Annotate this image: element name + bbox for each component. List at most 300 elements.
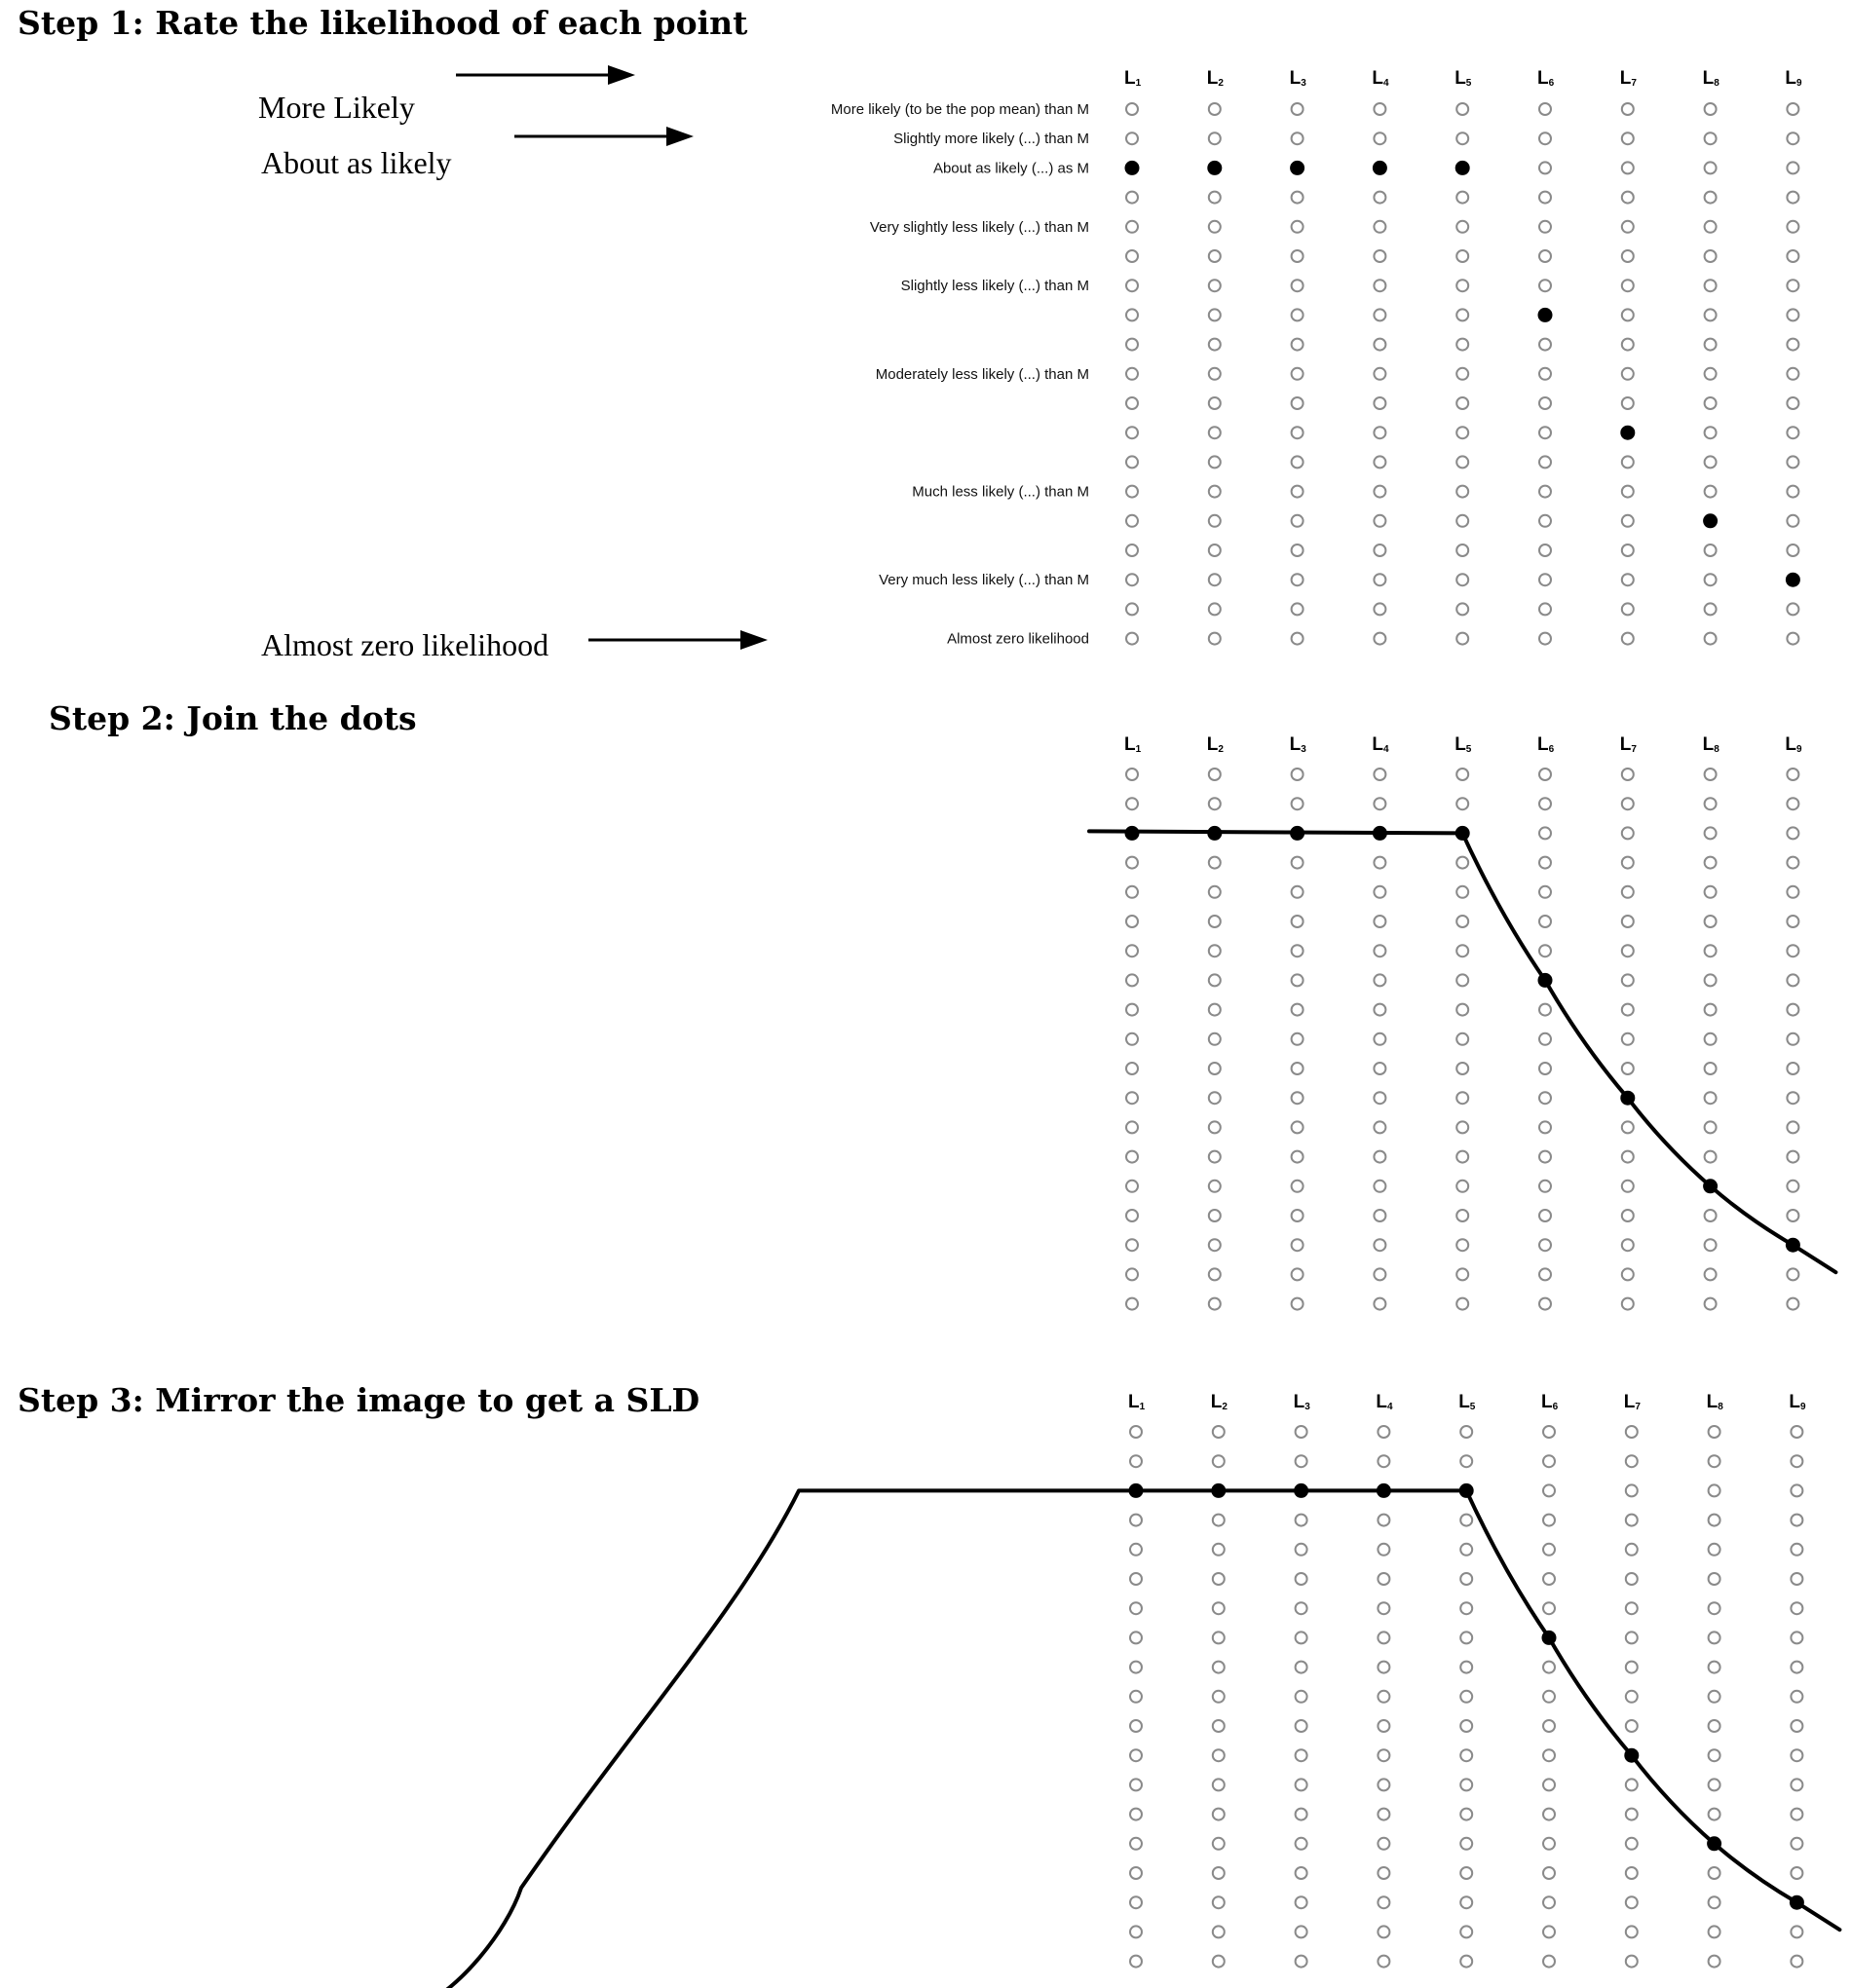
rating-option [1374,974,1385,986]
rating-option [1292,397,1303,409]
rating-option [1378,1926,1389,1937]
rating-option [1213,1632,1225,1643]
rating-option [1622,515,1634,527]
rating-option [1543,1484,1555,1496]
rating-label-row-6: Slightly less likely (...) than M [900,278,1089,295]
rating-option [1709,1455,1720,1467]
rating-option [1456,1268,1468,1280]
rating-option [1705,603,1717,615]
rating-option [1126,1181,1138,1192]
rating-option [1705,827,1717,839]
rating-option [1626,1809,1638,1820]
rating-option [1292,1181,1303,1192]
rating-option [1622,250,1634,262]
rating-option [1292,1063,1303,1074]
rating-option [1626,1662,1638,1673]
rating-option [1126,397,1138,409]
rating-option [1626,1838,1638,1850]
rating-option [1460,1809,1472,1820]
rating-point [1790,1895,1804,1910]
rating-option [1622,1121,1634,1133]
rating-option [1126,1239,1138,1251]
rating-option [1626,1602,1638,1614]
rating-option [1374,397,1385,409]
rating-option [1378,1956,1389,1968]
rating-option [1456,486,1468,498]
rating-option [1626,1779,1638,1790]
rating-option [1126,769,1138,780]
rating-option [1705,162,1717,173]
rating-option [1456,916,1468,927]
rating-option [1374,886,1385,898]
rating-option [1626,1956,1638,1968]
rating-option [1622,309,1634,320]
rating-option [1622,633,1634,645]
rating-option [1705,192,1717,204]
rating-option [1456,1298,1468,1310]
rating-option [1209,1239,1221,1251]
rating-option [1126,1268,1138,1280]
rating-option [1539,1063,1551,1074]
rating-option [1460,1956,1472,1968]
rating-option [1209,309,1221,320]
rating-option [1374,427,1385,438]
rating-option [1787,544,1798,556]
rating-option [1126,544,1138,556]
rating-option [1791,1720,1802,1732]
rating-option [1460,1749,1472,1761]
rating-option [1126,132,1138,144]
rating-option [1378,1779,1389,1790]
rating-option [1791,1809,1802,1820]
rating-label-row-13: Much less likely (...) than M [912,483,1089,501]
rating-option [1374,1210,1385,1221]
rating-option [1209,974,1221,986]
rating-option [1622,1298,1634,1310]
rating-option [1209,633,1221,645]
rating-option [1209,221,1221,233]
rating-option [1787,221,1798,233]
rating-option [1460,1632,1472,1643]
rating-option [1209,1033,1221,1045]
rating-option [1378,1515,1389,1526]
rating-option [1705,769,1717,780]
rating-option [1787,162,1798,173]
column-label-3: L3 [1293,1392,1310,1412]
rating-option [1456,1239,1468,1251]
rating-option [1705,280,1717,291]
rating-option [1705,132,1717,144]
rating-option [1209,857,1221,869]
rating-option [1126,427,1138,438]
rating-option [1539,456,1551,468]
rating-option [1374,574,1385,585]
rating-option [1130,1662,1142,1673]
rating-point [1538,973,1553,988]
rating-option [1539,886,1551,898]
rating-option [1622,857,1634,869]
rating-option [1374,192,1385,204]
column-label-2: L2 [1206,734,1224,755]
rating-option [1213,1515,1225,1526]
rating-option [1374,456,1385,468]
rating-option [1539,221,1551,233]
rating-option [1622,574,1634,585]
rating-option [1787,192,1798,204]
rating-option [1622,486,1634,498]
rating-scale-labels [831,101,1089,648]
rating-option [1130,1838,1142,1850]
rating-option [1378,1896,1389,1908]
rating-option [1213,1455,1225,1467]
rating-option [1709,1809,1720,1820]
rating-option [1791,1632,1802,1643]
column-label-3: L3 [1289,734,1306,755]
rating-option [1622,827,1634,839]
rating-option [1622,339,1634,351]
rating-option [1209,1298,1221,1310]
rating-option [1705,1004,1717,1016]
rating-option [1456,1092,1468,1104]
rating-option [1126,250,1138,262]
rating-option [1705,574,1717,585]
rating-option [1130,1896,1142,1908]
rating-option [1209,1181,1221,1192]
rating-option [1626,1573,1638,1585]
rating-option [1292,945,1303,956]
step-3-grid [421,1392,1839,1988]
rating-option [1296,1809,1307,1820]
rating-label-row-18: Almost zero likelihood [947,630,1089,648]
rating-option [1374,945,1385,956]
rating-option [1292,1239,1303,1251]
rating-option [1622,945,1634,956]
rating-option [1787,974,1798,986]
rating-option [1539,250,1551,262]
rating-option [1460,1515,1472,1526]
rating-option [1622,769,1634,780]
rating-option [1292,515,1303,527]
rating-option [1126,339,1138,351]
rating-option [1292,456,1303,468]
rating-option [1374,132,1385,144]
rating-option [1296,1691,1307,1703]
rating-option [1292,1033,1303,1045]
rating-option [1787,280,1798,291]
rating-option [1213,1749,1225,1761]
rating-option [1791,1662,1802,1673]
rating-option [1292,250,1303,262]
rating-option [1209,945,1221,956]
rating-option [1539,1092,1551,1104]
rating-option [1213,1809,1225,1820]
rating-option [1705,309,1717,320]
rating-option [1126,309,1138,320]
rating-option [1539,515,1551,527]
rating-option [1292,544,1303,556]
rating-option [1626,1544,1638,1556]
rating-option [1374,368,1385,380]
rating-option [1539,827,1551,839]
rating-option [1539,1268,1551,1280]
rating-option [1705,945,1717,956]
rating-option [1626,1484,1638,1496]
column-label-1: L1 [1124,734,1142,755]
rating-option [1622,916,1634,927]
rating-option [1705,974,1717,986]
rating-option [1296,1838,1307,1850]
rating-option [1460,1544,1472,1556]
rating-option [1374,309,1385,320]
column-label-9: L9 [1785,734,1802,755]
rating-option [1374,1298,1385,1310]
column-label-3: L3 [1289,68,1306,89]
rating-option [1126,574,1138,585]
rating-option [1705,456,1717,468]
rating-option [1292,603,1303,615]
rating-option [1622,132,1634,144]
rating-option [1539,1239,1551,1251]
step-1-title: Step 1: Rate the likelihood of each point [18,4,748,42]
column-label-1: L1 [1124,68,1142,89]
rating-option [1292,798,1303,809]
rating-option [1705,633,1717,645]
rating-option [1126,1004,1138,1016]
rating-option [1209,1151,1221,1163]
rating-option [1292,1092,1303,1104]
rating-option [1296,1455,1307,1467]
rating-option [1456,221,1468,233]
rating-option [1539,280,1551,291]
rating-option [1791,1749,1802,1761]
rating-option [1213,1926,1225,1937]
rating-option [1787,603,1798,615]
rating-option [1622,798,1634,809]
rating-option [1626,1720,1638,1732]
rating-option [1626,1632,1638,1643]
rating-option [1460,1602,1472,1614]
rating-option [1626,1691,1638,1703]
rating-option [1456,574,1468,585]
rating-option [1543,1779,1555,1790]
rating-option [1705,916,1717,927]
rating-option [1787,1092,1798,1104]
rating-option [1460,1455,1472,1467]
column-label-4: L4 [1376,1392,1393,1412]
step-2-title: Step 2: Join the dots [49,699,417,737]
rating-option [1456,1004,1468,1016]
step-1-grid [1124,68,1802,645]
rating-option [1787,309,1798,320]
rating-option [1539,1298,1551,1310]
rating-option [1456,1151,1468,1163]
rating-option [1126,515,1138,527]
rating-option [1456,427,1468,438]
rating-option [1374,1151,1385,1163]
rating-option [1787,827,1798,839]
rating-option [1209,280,1221,291]
selected-rating-dot [1620,426,1635,440]
rating-option [1209,769,1221,780]
rating-option [1374,1181,1385,1192]
rating-option [1374,250,1385,262]
rating-option [1543,1662,1555,1673]
rating-option [1292,103,1303,115]
column-label-7: L7 [1623,1392,1641,1412]
selected-rating-dot [1125,161,1140,175]
rating-option [1622,368,1634,380]
rating-option [1209,132,1221,144]
rating-option [1791,1838,1802,1850]
rating-option [1709,1544,1720,1556]
rating-option [1539,1121,1551,1133]
rating-option [1292,368,1303,380]
rating-option [1126,1033,1138,1045]
rating-point [1703,1179,1718,1193]
rating-option [1209,397,1221,409]
rating-option [1126,103,1138,115]
rating-option [1705,339,1717,351]
rating-option [1622,886,1634,898]
rating-option [1543,1691,1555,1703]
rating-option [1787,916,1798,927]
rating-option [1456,544,1468,556]
rating-option [1709,1691,1720,1703]
arrow-about-as-likely [514,127,694,146]
rating-option [1374,1004,1385,1016]
selected-rating-dot [1786,573,1800,587]
side-label-about-as-likely: About as likely [261,145,452,180]
rating-option [1456,1033,1468,1045]
rating-option [1126,945,1138,956]
rating-option [1622,1181,1634,1192]
rating-option [1705,427,1717,438]
rating-option [1539,1151,1551,1163]
rating-option [1787,397,1798,409]
rating-option [1456,857,1468,869]
rating-option [1539,1004,1551,1016]
rating-option [1130,1809,1142,1820]
rating-option [1292,769,1303,780]
rating-option [1787,250,1798,262]
rating-option [1787,633,1798,645]
rating-option [1130,1602,1142,1614]
rating-option [1539,945,1551,956]
rating-option [1787,368,1798,380]
rating-option [1374,857,1385,869]
rating-point [1624,1748,1639,1763]
rating-option [1539,916,1551,927]
rating-option [1460,1867,1472,1879]
sld-curve [421,1490,1839,1988]
rating-option [1296,1896,1307,1908]
rating-option [1543,1867,1555,1879]
rating-option [1456,798,1468,809]
rating-option [1209,1210,1221,1221]
arrow-almost-zero [588,630,768,650]
rating-option [1705,486,1717,498]
rating-option [1374,916,1385,927]
selected-rating-dot [1703,513,1718,528]
rating-option [1209,798,1221,809]
rating-option [1213,1956,1225,1968]
rating-option [1209,339,1221,351]
rating-option [1626,1896,1638,1908]
rating-option [1213,1896,1225,1908]
column-label-4: L4 [1372,734,1389,755]
rating-option [1378,1809,1389,1820]
rating-option [1292,192,1303,204]
rating-option [1456,397,1468,409]
rating-point [1373,826,1387,841]
rating-option [1213,1779,1225,1790]
rating-option [1543,1573,1555,1585]
rating-option [1539,574,1551,585]
rating-option [1213,1544,1225,1556]
rating-option [1709,1573,1720,1585]
rating-option [1787,339,1798,351]
rating-option [1126,1298,1138,1310]
rating-option [1292,886,1303,898]
selected-rating-dot [1207,161,1222,175]
rating-option [1213,1838,1225,1850]
rating-option [1209,1121,1221,1133]
rating-option [1209,1004,1221,1016]
rating-option [1374,1033,1385,1045]
rating-option [1126,192,1138,204]
rating-option [1456,1063,1468,1074]
rating-option [1456,192,1468,204]
rating-option [1791,1602,1802,1614]
rating-option [1374,633,1385,645]
rating-option [1705,1298,1717,1310]
step-2-grid [1089,734,1835,1310]
selected-rating-dot [1290,161,1304,175]
rating-option [1626,1926,1638,1937]
rating-option [1539,798,1551,809]
rating-option [1209,574,1221,585]
rating-option [1296,1779,1307,1790]
rating-option [1791,1544,1802,1556]
selected-rating-dot [1455,161,1470,175]
rating-option [1209,456,1221,468]
rating-option [1791,1779,1802,1790]
rating-option [1374,103,1385,115]
rating-option [1213,1573,1225,1585]
rating-option [1378,1867,1389,1879]
rating-option [1209,1268,1221,1280]
rating-option [1374,1121,1385,1133]
rating-option [1378,1602,1389,1614]
rating-option [1539,603,1551,615]
column-label-5: L5 [1454,734,1472,755]
rating-option [1543,1956,1555,1968]
rating-option [1787,1004,1798,1016]
rating-option [1374,339,1385,351]
rating-option [1378,1749,1389,1761]
rating-option [1456,603,1468,615]
rating-option [1213,1867,1225,1879]
rating-option [1543,1926,1555,1937]
rating-option [1456,368,1468,380]
rating-option [1130,1720,1142,1732]
rating-option [1456,1181,1468,1192]
rating-option [1709,1662,1720,1673]
rating-point [1459,1483,1474,1498]
rating-option [1622,544,1634,556]
rating-option [1626,1867,1638,1879]
rating-option [1791,1455,1802,1467]
